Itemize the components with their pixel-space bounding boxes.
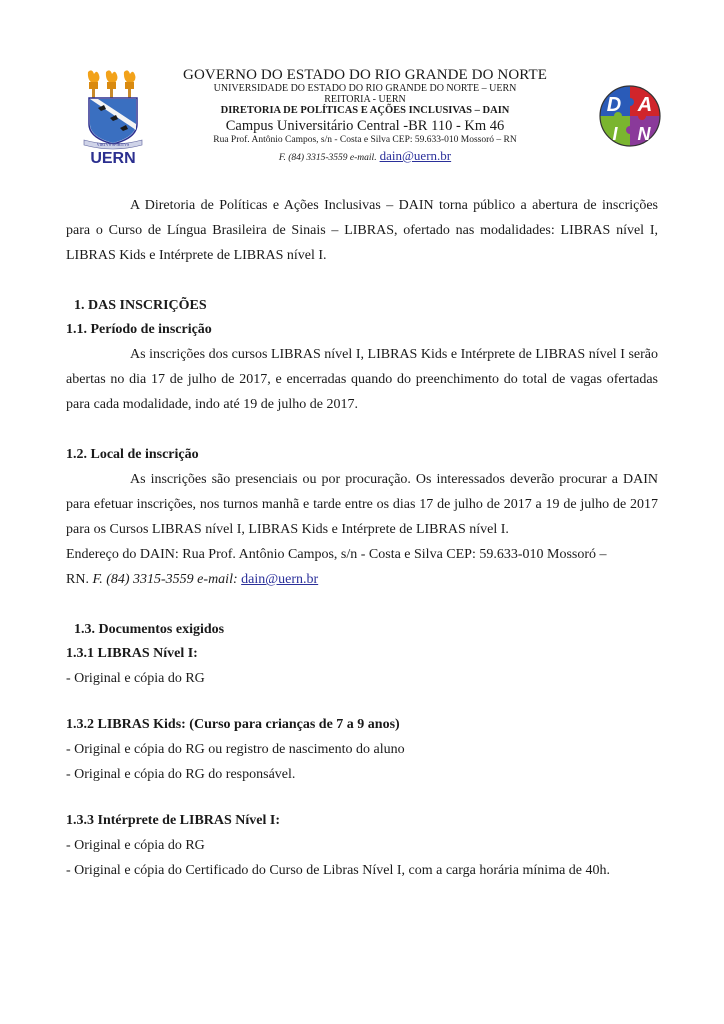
header-address: Rua Prof. Antônio Campos, s/n - Costa e Silva CEP: 59.633-010 Mossoró – RN xyxy=(213,135,517,145)
section-1-title: 1. DAS INSCRIÇÕES xyxy=(74,298,207,313)
section-1-2-text: As inscrições são presenciais ou por procuração. Os interessados deverão procurar a DAIN para efetuar inscrições, nos turnos manhã e tarde entre os dias 17 de julho de 2017 a 19 de julho de 2017 para os Cursos LIBRAS nível I, LIBRAS Kids e Intérprete de LIBRAS nível I. xyxy=(66,472,658,537)
list-item: - Original e cópia do RG xyxy=(66,671,205,686)
dain-letter-i: I xyxy=(612,124,618,144)
section-1-1-text: As inscrições dos cursos LIBRAS nível I, LIBRAS Kids e Intérprete de LIBRAS nível I serão abertas no dia 17 de julho de 2017, e encerradas quando do preenchimento do total de vagas ofertadas para cada modalidade, indo até 19 de julho de 2017. xyxy=(66,347,658,412)
uern-motto: VIRTVS SPIRITVS xyxy=(96,142,130,147)
uern-label: UERN xyxy=(90,150,136,164)
list-item: - Original e cópia do RG ou registro de nascimento do aluno xyxy=(66,742,405,757)
torch-icon xyxy=(124,70,136,98)
rectory-name: REITORIA - UERN xyxy=(324,94,406,105)
torch-icon xyxy=(106,70,118,98)
campus-name: Campus Universitário Central -BR 110 - Km 46 xyxy=(225,118,505,134)
section-1-2-title: 1.2. Local de inscrição xyxy=(66,447,199,462)
header-contact xyxy=(170,149,560,164)
uern-logo-icon xyxy=(80,68,146,164)
list-item: - Original e cópia do Certificado do Curso de Libras Nível I, com a carga horária mínima de 40h. xyxy=(66,863,611,878)
letterhead xyxy=(0,0,724,180)
email-link[interactable]: dain@uern.br xyxy=(241,572,319,587)
dain-letter-n: N xyxy=(637,124,651,144)
intro-paragraph: A Diretoria de Políticas e Ações Inclusivas – DAIN torna público a abertura de inscrições para o Curso de Língua Brasileira de Sinais – LIBRAS, ofertado nas modalidades: LIBRAS nível I, LIBRAS Kids e Intérprete de LIBRAS nível I. xyxy=(66,198,658,263)
letterhead-text xyxy=(170,68,560,164)
section-1-3-1-title: 1.3.1 LIBRAS Nível I: xyxy=(66,646,198,661)
torch-icon xyxy=(88,70,100,98)
government-name: GOVERNO DO ESTADO DO RIO GRANDE DO NORTE xyxy=(183,67,547,83)
section-1-3-3-title: 1.3.3 Intérprete de LIBRAS Nível I: xyxy=(66,813,281,828)
phone-text: F. (84) 3315-3559 e-mail: xyxy=(92,572,238,587)
section-1-2-contact xyxy=(66,567,658,592)
document-body xyxy=(66,193,658,883)
university-name: UNIVERSIDADE DO ESTADO DO RIO GRANDE DO NORTE – UERN xyxy=(213,83,517,94)
section-1-3-2-title: 1.3.2 LIBRAS Kids: (Curso para crianças de 7 a 9 anos) xyxy=(66,717,400,732)
rn-label: RN. xyxy=(66,572,89,587)
section-1-2-address: Endereço do DAIN: Rua Prof. Antônio Campos, s/n - Costa e Silva CEP: 59.633-010 Mossoró – xyxy=(66,547,607,562)
directorate-name: DIRETORIA DE POLÍTICAS E AÇÕES INCLUSIVAS – DAIN xyxy=(220,105,510,116)
dain-logo-icon xyxy=(598,84,662,148)
section-1-3-title: 1.3. Documentos exigidos xyxy=(74,622,225,637)
section-1-1-title: 1.1. Período de inscrição xyxy=(66,322,212,337)
list-item: - Original e cópia do RG xyxy=(66,838,205,853)
list-item: - Original e cópia do RG do responsável. xyxy=(66,767,296,782)
dain-letter-d: D xyxy=(606,94,622,116)
dain-letter-a: A xyxy=(637,94,653,116)
header-email-link[interactable]: dain@uern.br xyxy=(379,148,452,163)
header-phone: F. (84) 3315-3559 e-mail. xyxy=(278,153,377,163)
